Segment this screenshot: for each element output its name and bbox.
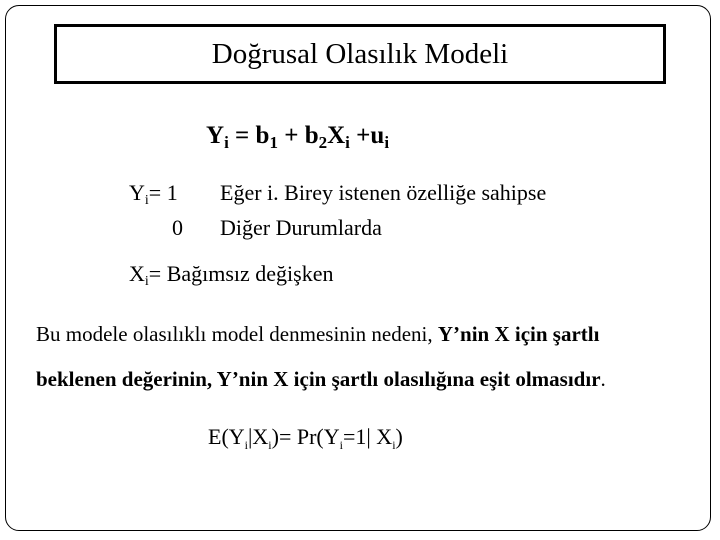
prob-p2: |X [248,424,269,449]
eq-b1: = b [228,122,270,149]
xdef-sub: i [144,274,149,289]
eq-b1-sub: 1 [269,133,278,152]
eq-y: Y [206,122,225,149]
para-bold-2: beklenen değerinin, Y’nin X için şartlı olasılığına eşit olmasıdır [36,367,601,391]
definition-lhs-1 [129,180,178,209]
prob-p1: E(Y [208,424,245,449]
prob-s2: i [268,438,272,452]
definition-text-1: Eğer i. Birey istenen özelliğe sahipse [220,180,547,205]
prob-p3: )= Pr(Y [271,424,340,449]
def-y-sub: i [144,193,149,208]
eq-x-sub: i [345,133,350,152]
eq-b2: + b [277,122,319,149]
x-definition [129,261,334,290]
eq-u: +u [349,122,385,149]
prob-s1: i [244,438,248,452]
xdef-var: X [129,261,145,286]
def-eq-one: = 1 [148,180,178,205]
paragraph-line-1 [36,322,599,347]
eq-x: X [327,122,346,149]
definition-text-2: Diğer Durumlarda [220,215,382,240]
prob-s3: i [339,438,343,452]
para-plain: Bu modele olasılıklı model denmesinin nedeni, [36,322,438,346]
eq-y-sub: i [224,133,229,152]
prob-s4: i [392,438,396,452]
title-box [54,24,666,84]
page-title: Doğrusal Olasılık Modeli [211,37,509,70]
model-equation [206,122,389,153]
xdef-text: = Bağımsız değişken [148,261,334,286]
conditional-probability [208,424,403,453]
prob-p4: =1| X [343,424,393,449]
eq-u-sub: i [384,133,390,152]
para-period: . [600,367,606,391]
definition-lhs-2: 0 [172,215,183,240]
eq-b2-sub: 2 [318,133,328,152]
def-y: Y [129,180,145,205]
para-bold-1: Y’nin X için şartlı [437,322,600,346]
prob-p5: ) [395,424,403,449]
paragraph-line-2 [36,367,606,392]
slide [5,5,711,531]
